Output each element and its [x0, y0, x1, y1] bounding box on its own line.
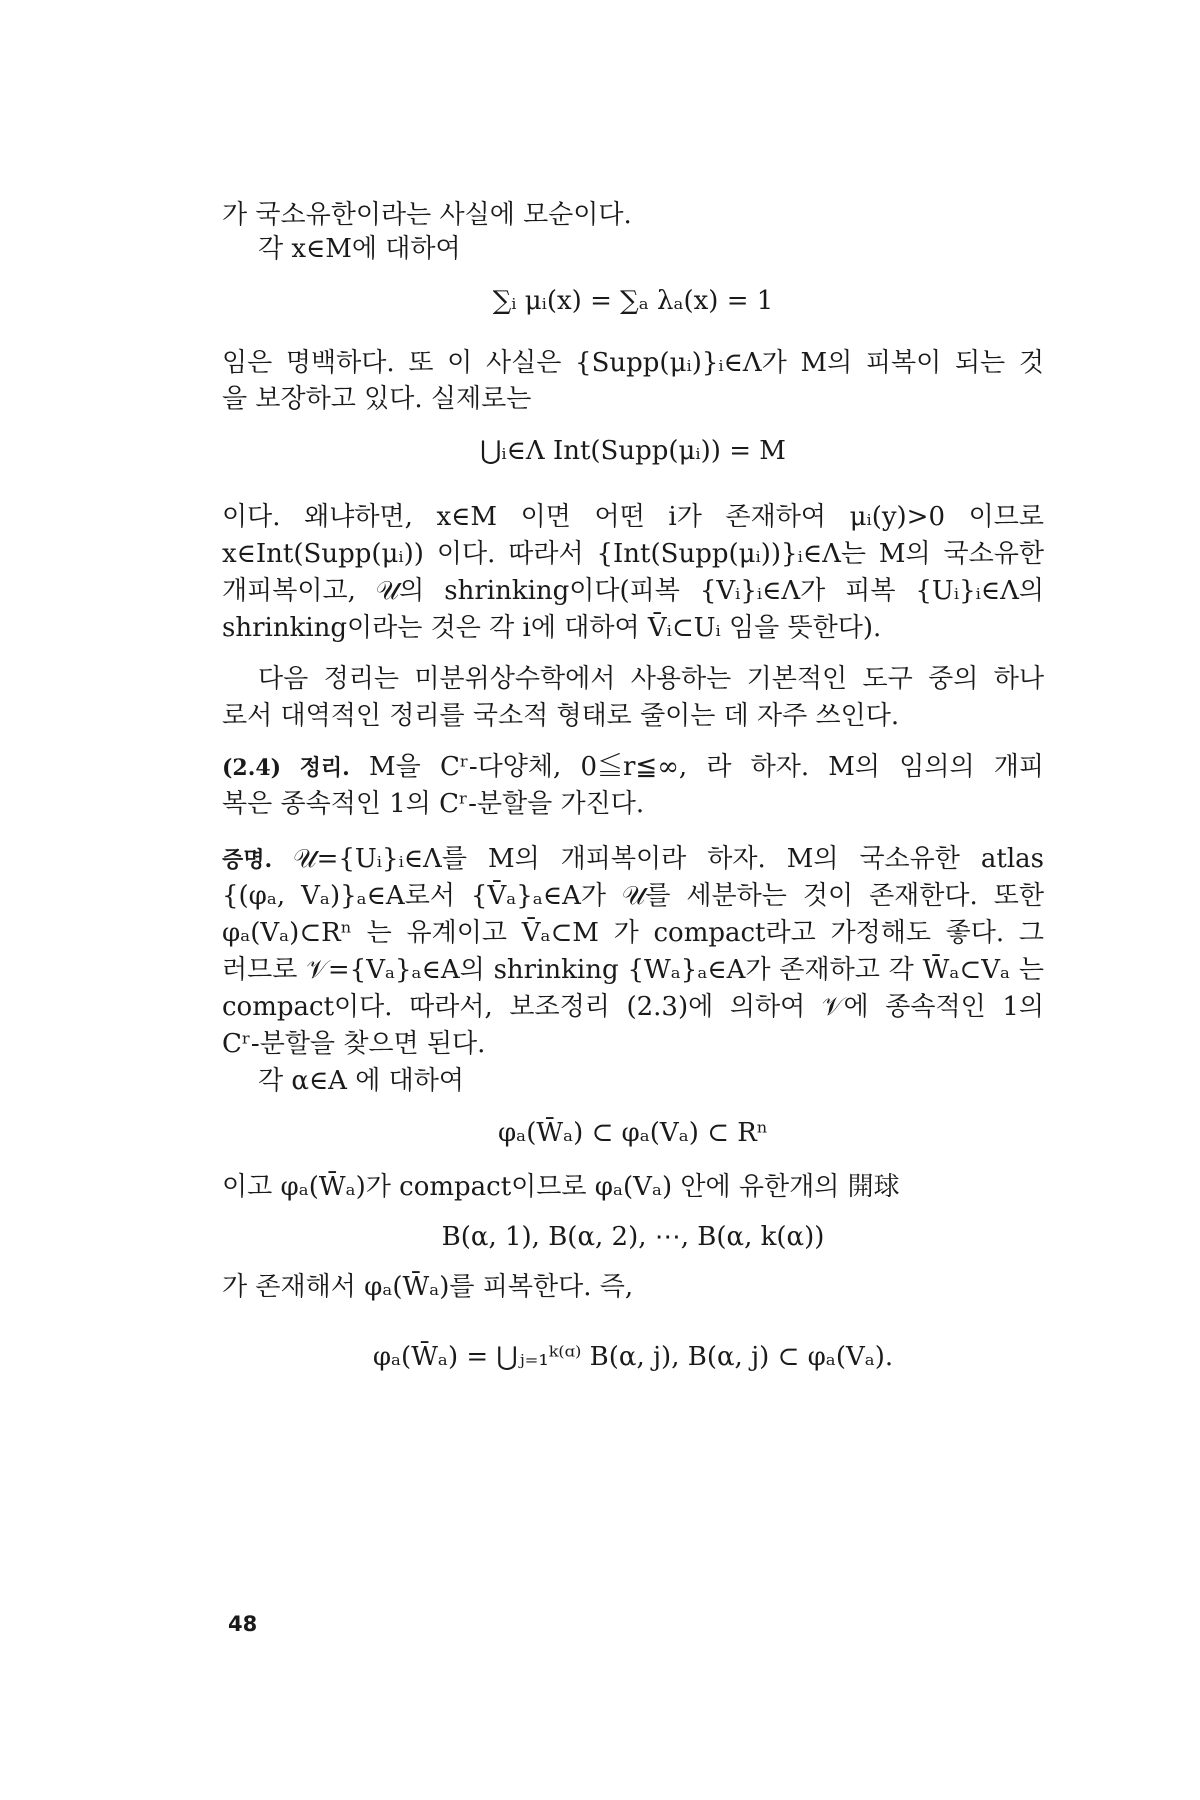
display-equation: ∑ᵢ μᵢ(x) = ∑ₐ λₐ(x) = 1	[492, 286, 774, 316]
text-line: Cʳ-분할을 찾으면 된다.	[222, 1029, 486, 1059]
page-number: 48	[228, 1612, 258, 1636]
text-line: 개피복이고, 𝒰의 shrinking이다(피복 {Vᵢ}ᵢ∈Λ가 피복 {Uᵢ}ᵢ∈Λ의	[222, 576, 1044, 606]
proof-text: 𝒰={Uᵢ}ᵢ∈Λ를 M의 개피복이라 하자. M의 국소유한 atlas	[293, 844, 1045, 874]
text-line: 이다. 왜냐하면, x∈M 이면 어떤 i가 존재하여 μᵢ(y)>0 이므로	[222, 502, 1044, 532]
text-line: φₐ(Vₐ)⊂Rⁿ 는 유계이고 V̄ₐ⊂M 가 compact라고 가정해도 좋다. 그	[222, 918, 1044, 948]
text-line: shrinking이라는 것은 각 i에 대하여 V̄ᵢ⊂Uᵢ 임을 뜻한다).	[222, 613, 882, 643]
text-line: 각 α∈A 에 대하여	[258, 1066, 464, 1096]
proof-line	[222, 842, 1044, 877]
text-line: 로서 대역적인 정리를 국소적 형태로 줄이는 데 자주 쓰인다.	[222, 701, 900, 731]
theorem-line	[222, 750, 1044, 785]
text-line: 가 국소유한이라는 사실에 모순이다.	[222, 200, 632, 230]
text-line: 다음 정리는 미분위상수학에서 사용하는 기본적인 도구 중의 하나	[258, 664, 1044, 694]
display-equation: φₐ(W̄ₐ) ⊂ φₐ(Vₐ) ⊂ Rⁿ	[497, 1118, 769, 1148]
text-line: 러므로 𝒱={Vₐ}ₐ∈A의 shrinking {Wₐ}ₐ∈A가 존재하고 각 W̄ₐ⊂Vₐ 는	[222, 955, 1044, 985]
display-equation: ⋃ᵢ∈Λ Int(Supp(μᵢ)) = M	[480, 436, 786, 466]
text-line: 을 보장하고 있다. 실제로는	[222, 384, 532, 414]
theorem-label: (2.4) 정리.	[222, 755, 350, 781]
text-line: 각 x∈M에 대하여	[258, 234, 461, 264]
theorem-text: M을 Cʳ-다양체, 0≦r≦∞, 라 하자. M의 임의의 개피	[369, 752, 1044, 782]
display-equation: φₐ(W̄ₐ) = ⋃ⱼ₌₁ᵏ⁽ᵅ⁾ B(α, j), B(α, j) ⊂ φₐ(Vₐ).	[372, 1342, 894, 1372]
proof-label: 증명.	[222, 847, 273, 873]
display-equation: B(α, 1), B(α, 2), ⋯, B(α, k(α))	[441, 1222, 825, 1252]
text-line: 임은 명백하다. 또 이 사실은 {Supp(μᵢ)}ᵢ∈Λ가 M의 피복이 되는 것	[222, 348, 1044, 378]
text-line: {(φₐ, Vₐ)}ₐ∈A로서 {V̄ₐ}ₐ∈A가 𝒰를 세분하는 것이 존재한다. 또한	[222, 881, 1044, 911]
text-line: compact이다. 따라서, 보조정리 (2.3)에 의하여 𝒱에 종속적인 1의	[222, 992, 1044, 1022]
text-line: 이고 φₐ(W̄ₐ)가 compact이므로 φₐ(Vₐ) 안에 유한개의 開球	[222, 1172, 900, 1202]
text-line: 가 존재해서 φₐ(W̄ₐ)를 피복한다. 즉,	[222, 1272, 634, 1302]
text-line: x∈Int(Supp(μᵢ)) 이다. 따라서 {Int(Supp(μᵢ))}ᵢ∈Λ는 M의 국소유한	[222, 539, 1044, 569]
text-line: 복은 종속적인 1의 Cʳ-분할을 가진다.	[222, 789, 645, 819]
